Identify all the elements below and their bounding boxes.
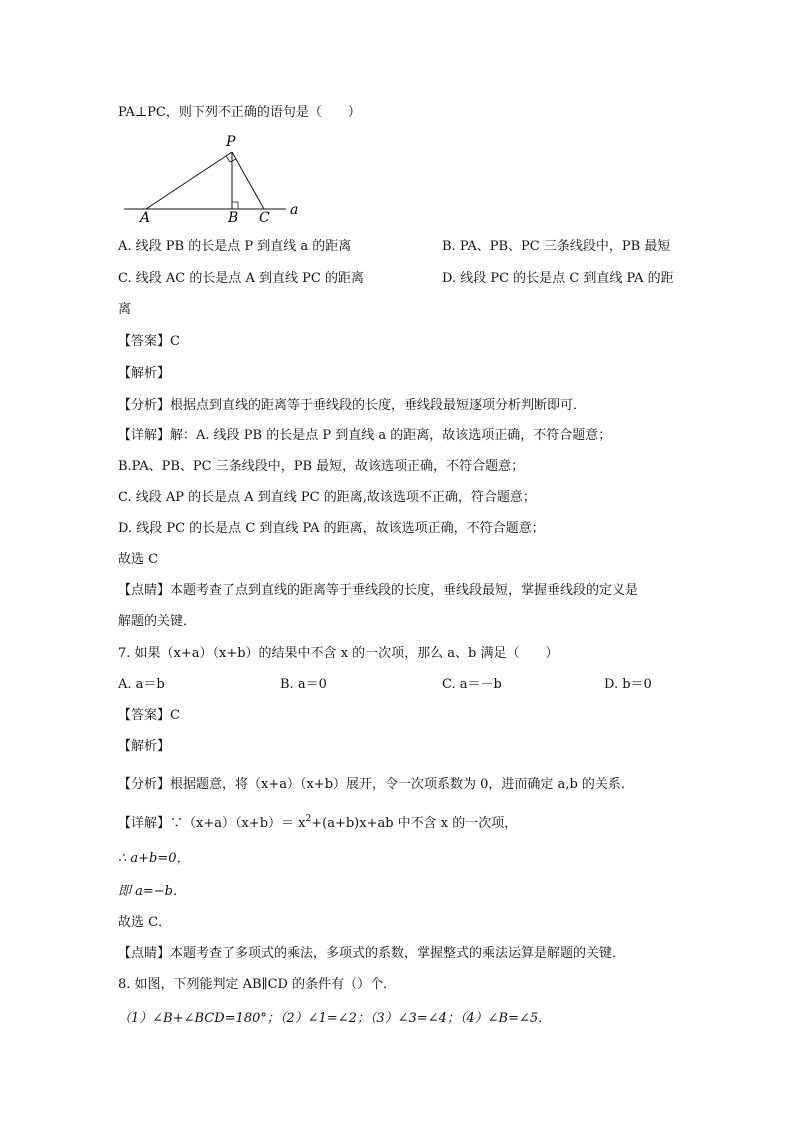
q6-detail-a: 【详解】解：A. 线段 PB 的长是点 P 到直线 a 的距离，故该选项正确，不符合题意；: [118, 428, 612, 443]
q6-detail-c: C. 线段 AP 的长是点 A 到直线 PC 的距离,故该选项不正确，符合题意；: [118, 490, 536, 505]
segment-PA: [146, 152, 232, 209]
q7-choose: 故选 C．: [118, 915, 172, 930]
q7-detail-exponent: 2: [305, 814, 312, 824]
label-a: a: [290, 202, 299, 218]
label-P: P: [226, 134, 236, 150]
q7-option-c: C. a＝－b: [442, 677, 502, 692]
q6-jiexi-heading: 【解析】: [118, 366, 171, 381]
q7-answer: 【答案】C: [118, 708, 180, 723]
q7-detail: [118, 815, 517, 833]
q6-triangle-figure: [118, 130, 318, 228]
q6-option-d-continued: 离: [118, 302, 132, 317]
q7-jiexi-heading: 【解析】: [118, 739, 171, 754]
q8-conditions: （1）∠B+∠BCD=180°；（2）∠1=∠2；（3）∠3=∠4；（4）∠B=∠5．: [118, 1011, 552, 1026]
q7-detail-post: +(a+b)x+ab 中不含 x 的一次项，: [311, 816, 518, 831]
q7-step-sum: ∴ a+b=0，: [118, 851, 190, 866]
q6-option-b: B. PA、PB、PC 三条线段中，PB 最短: [442, 239, 671, 254]
q6-detail-d: D. 线段 PC 的长是点 C 到直线 PA 的距离，故该选项正确，不符合题意；: [118, 521, 545, 536]
label-B: B: [228, 210, 239, 226]
q7-detail-pre: 【详解】∵（x+a）（x+b）＝ x: [118, 816, 306, 831]
q7-option-b: B. a＝0: [280, 677, 327, 692]
q7-option-d: D. b＝0: [604, 677, 652, 692]
q6-choose: 故选 C: [118, 552, 159, 567]
q6-option-d: D. 线段 PC 的长是点 C 到直线 PA 的距: [442, 271, 674, 286]
q6-answer: 【答案】C: [118, 334, 180, 349]
q6-analysis: 【分析】根据点到直线的距离等于垂线段的长度，垂线段最短逐项分析判断即可．: [118, 398, 587, 413]
q7-analysis: 【分析】根据题意，将（x+a）（x+b）展开，令一次项系数为 0，进而确定 a,b 的关系．: [118, 777, 634, 792]
q6-option-c: C. 线段 AC 的长是点 A 到直线 PC 的距离: [118, 271, 364, 286]
q6-detail-b: B.PA、PB、PC 三条线段中，PB 最短，故该选项正确，不符合题意；: [118, 459, 525, 474]
q7-stem: 7. 如果（x+a）（x+b）的结果中不含 x 的一次项，那么 a、b 满足（ ）: [118, 646, 559, 661]
q6-comment-line1: 【点睛】本题考查了点到直线的距离等于垂线段的长度，垂线段最短，掌握垂线段的定义是: [118, 583, 639, 598]
right-angle-mark-B: [232, 202, 238, 209]
q7-step-result: 即 a=−b．: [118, 884, 186, 899]
label-C: C: [259, 210, 270, 226]
q6-stem-tail: PA⊥PC，则下列不正确的语句是（ ）: [118, 105, 361, 120]
q6-option-a: A. 线段 PB 的长是点 P 到直线 a 的距离: [118, 239, 352, 254]
segment-PC: [232, 152, 264, 209]
q7-option-a: A. a＝b: [118, 677, 165, 692]
label-A: A: [140, 210, 151, 226]
q7-comment: 【点睛】本题考查了多项式的乘法，多项式的系数，掌握整式的乘法运算是解题的关键．: [118, 946, 626, 961]
q8-stem: 8. 如图，下列能判定 AB∥CD 的条件有（）个．: [118, 977, 397, 992]
q6-comment-line2: 解题的关键．: [118, 614, 197, 629]
